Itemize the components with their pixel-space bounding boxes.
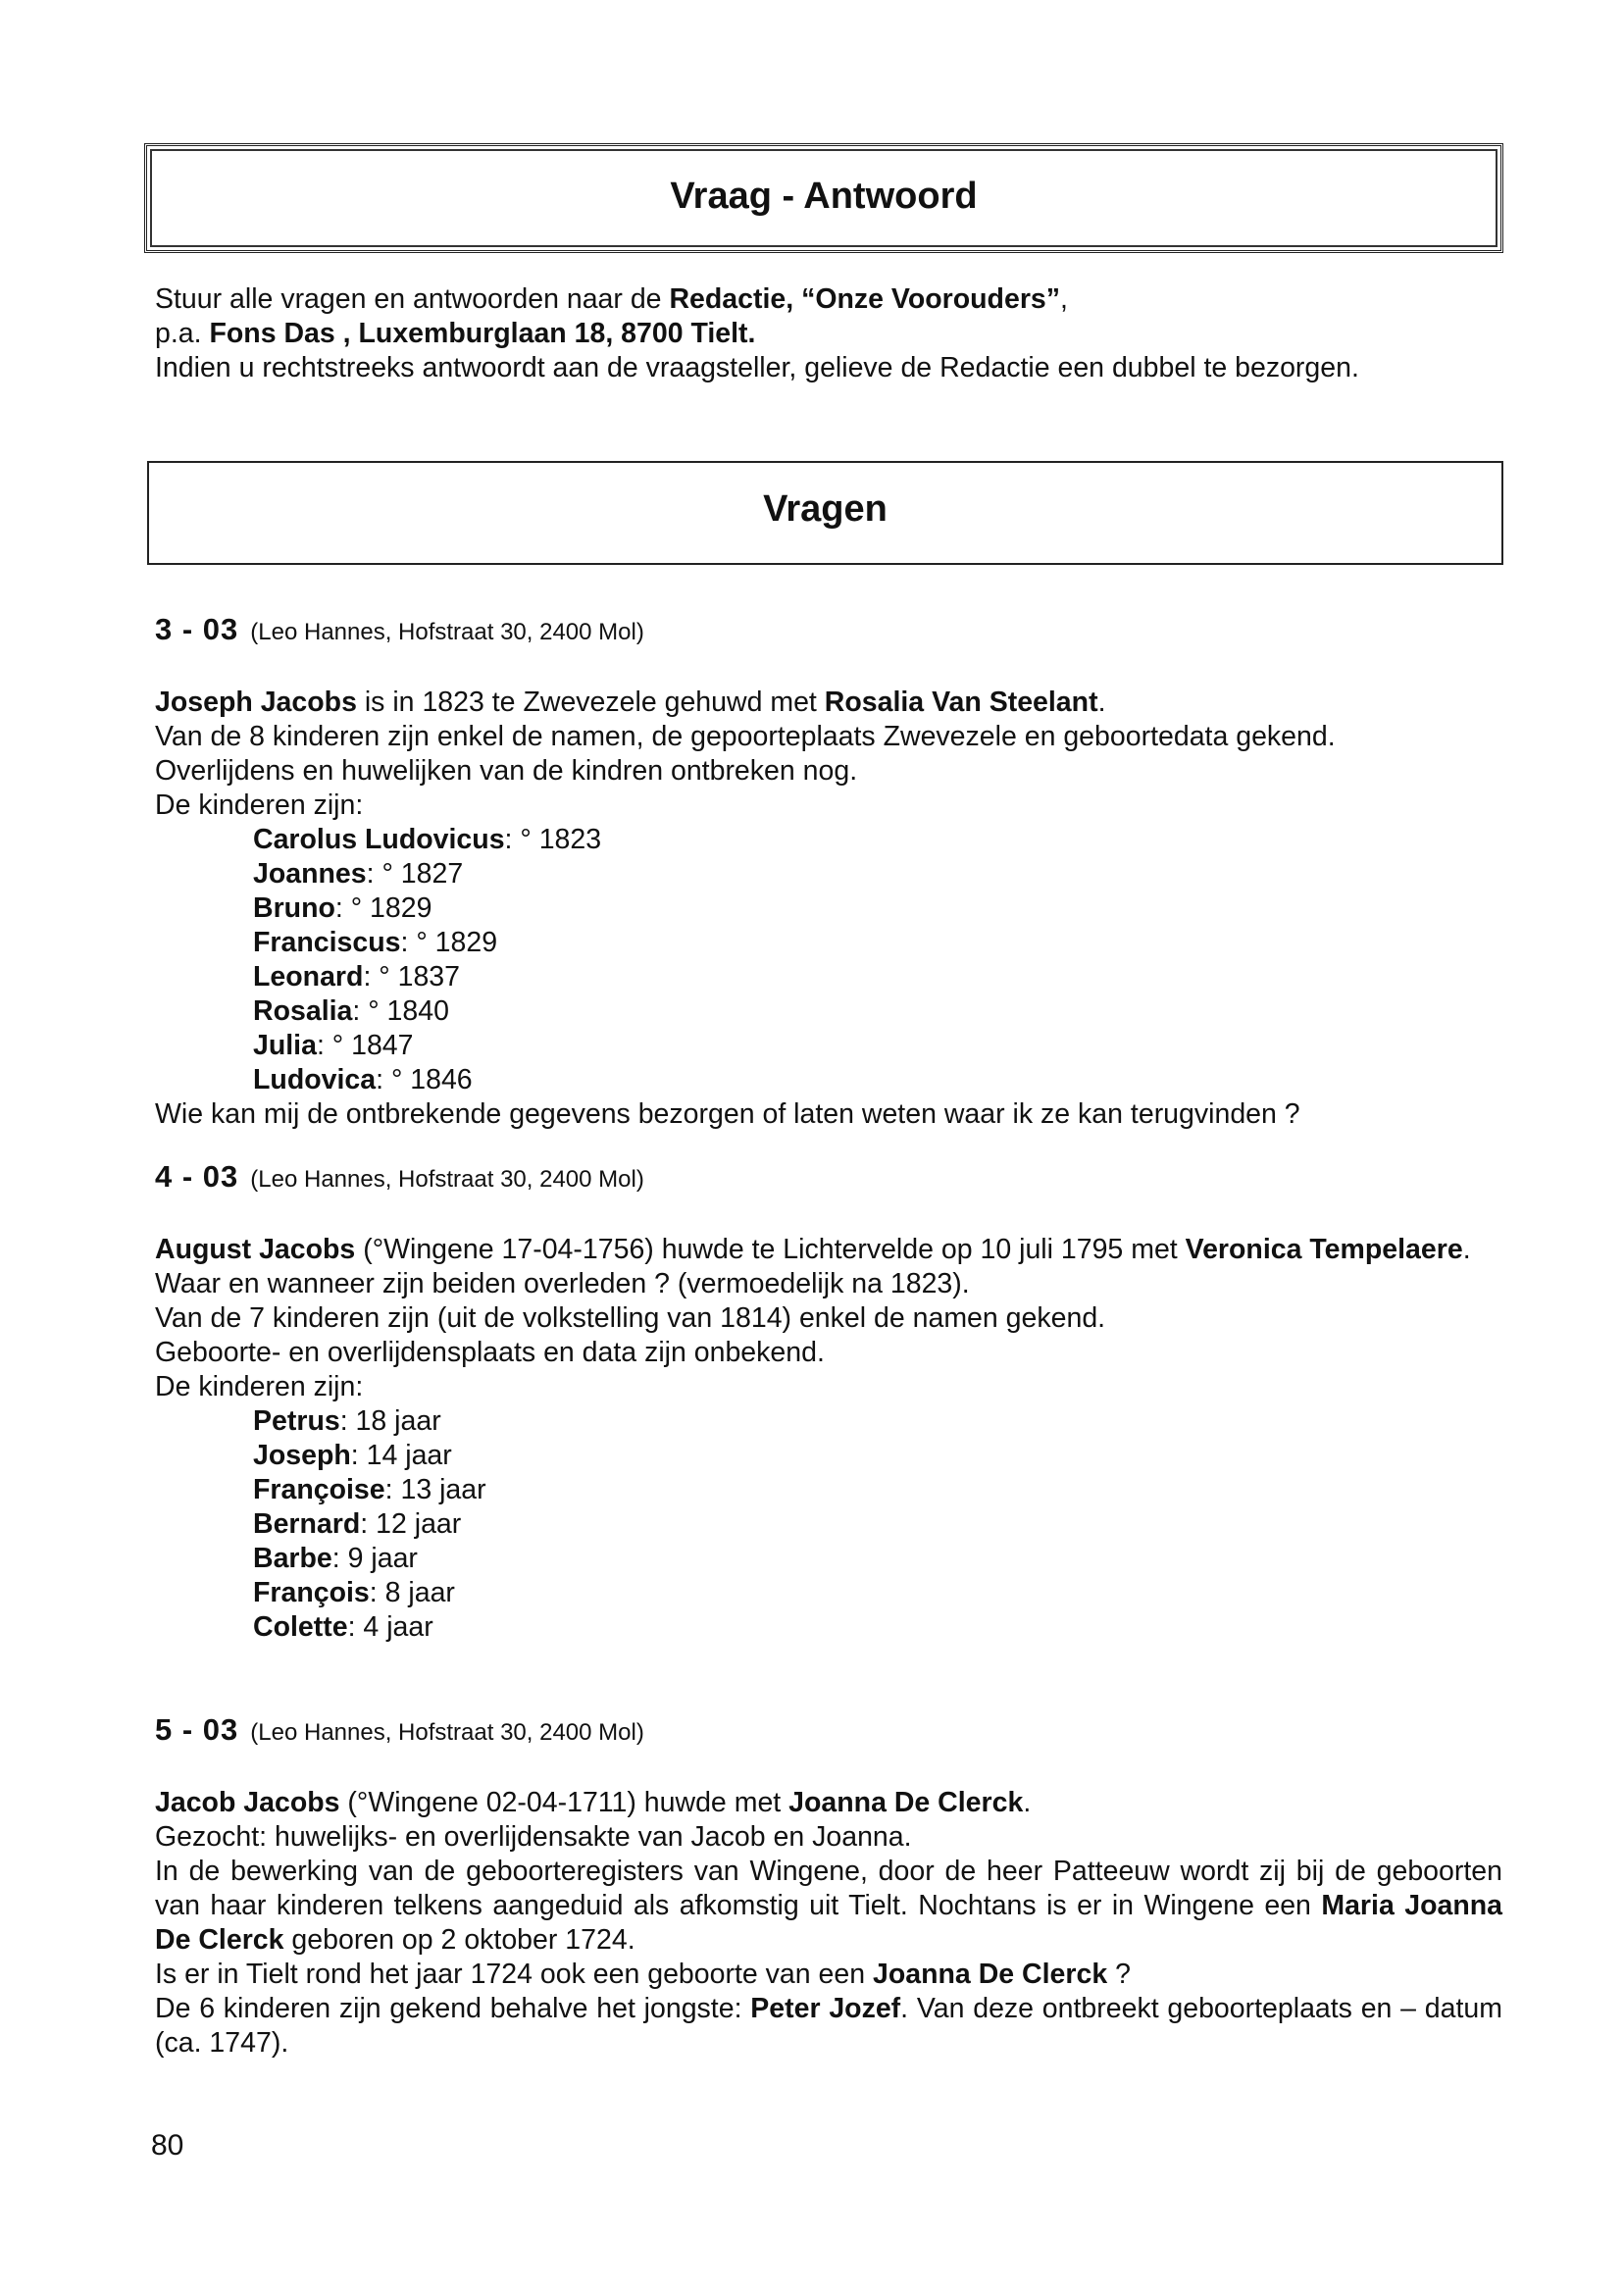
question-paragraph [155,1992,1502,2061]
child-name: Petrus [253,1405,340,1437]
intro-address: Fons Das , Luxemburglaan 18, 8700 Tielt. [209,318,756,349]
child-item [253,960,1502,994]
question-text: . [1462,1234,1471,1265]
child-item [253,1610,1502,1645]
intro-line-2 [155,317,1502,351]
question-text: In de bewerking van de geboorteregisters van Wingene, door de heer Patteeuw wordt zij bij de geboorten van haar kinderen telkens aangeduid als afkomstig uit Tielt. Nochtans is er in Wingene een [155,1856,1502,1921]
person-name: Rosalia Van Steelant [824,687,1098,718]
question-paragraph [155,1855,1502,1958]
children-list [253,1404,1502,1645]
header-box [144,143,1503,253]
child-info: : 12 jaar [360,1508,462,1540]
child-item [253,1576,1502,1610]
question-text: . [1023,1787,1032,1818]
question-text: Wie kan mij de ontbrekende gegevens bezorgen of laten weten waar ik ze kan terugvinden ? [155,1098,1300,1130]
child-info: : ° 1829 [334,892,432,924]
child-item [253,891,1502,926]
intro-redactie: Redactie, “Onze Voorouders” [669,283,1061,315]
child-item [253,1439,1502,1473]
question-address: (Leo Hannes, Hofstraat 30, 2400 Mol) [250,1166,644,1193]
children-list [253,823,1502,1097]
header-title: Vraag - Antwoord [670,176,978,217]
question-header [155,1712,1502,1750]
child-name: Rosalia [253,995,353,1027]
child-name: Bruno [253,892,335,924]
child-info: : 13 jaar [384,1474,486,1505]
question-number: 4 - 03 [155,1159,239,1194]
child-name: Carolus Ludovicus [253,824,505,855]
child-info: : 4 jaar [347,1611,433,1643]
question-paragraph [155,1958,1502,1992]
child-info: : ° 1840 [352,995,449,1027]
person-name: August Jacobs [155,1234,356,1265]
child-name: Ludovica [253,1064,377,1095]
question-number: 5 - 03 [155,1712,239,1747]
intro-text: p.a. [155,318,210,349]
child-info: : ° 1846 [376,1064,473,1095]
child-name: François [253,1577,370,1608]
question-text: Van de 7 kinderen zijn (uit de volkstelling van 1814) enkel de namen gekend. [155,1302,1106,1334]
child-name: Colette [253,1611,348,1643]
child-name: Leonard [253,961,364,993]
child-item [253,926,1502,960]
question-text: De 6 kinderen zijn gekend behalve het jongste: [155,1993,751,2024]
question-text: . Van deze ontbreekt geboorteplaats en – datum (ca. 1747). [155,1993,1502,2059]
question-text: (°Wingene 17-04-1756) huwde te Lichtervelde op 10 juli 1795 met [355,1234,1186,1265]
child-name: Julia [253,1030,317,1061]
question-text: Geboorte- en overlijdensplaats en data zijn onbekend. [155,1337,825,1368]
person-name: Veronica Tempelaere [1185,1234,1463,1265]
question-text: (°Wingene 02-04-1711) huwde met [339,1787,789,1818]
child-item [253,1404,1502,1439]
intro-block [155,282,1502,385]
section-title: Vragen [763,488,888,530]
question-header [155,1159,1502,1196]
child-item [253,1063,1502,1097]
child-item [253,857,1502,891]
question-header [155,612,1502,649]
question-address: (Leo Hannes, Hofstraat 30, 2400 Mol) [250,619,644,645]
question-text: Overlijdens en huwelijken van de kindren ontbreken nog. [155,755,858,787]
child-info: : ° 1837 [363,961,460,993]
question-text: is in 1823 te Zwevezele gehuwd met [356,687,825,718]
question-paragraph [155,686,1502,720]
child-item [253,994,1502,1029]
intro-line-3: Indien u rechtstreeks antwoordt aan de vraagsteller, gelieve de Redactie een dubbel te bezorgen. [155,352,1359,383]
question-text: Van de 8 kinderen zijn enkel de namen, de gepoorteplaats Zwevezele en geboortedata gekend. [155,721,1336,752]
child-info: : 18 jaar [339,1405,441,1437]
child-info: : ° 1823 [504,824,602,855]
child-info: : 9 jaar [331,1543,418,1574]
child-name: Franciscus [253,927,401,958]
question-paragraph [155,1233,1502,1267]
child-item [253,1029,1502,1063]
child-info: : 14 jaar [350,1440,452,1471]
intro-text: Stuur alle vragen en antwoorden naar de [155,283,670,315]
child-name: Joseph [253,1440,351,1471]
question-text: ? [1107,1959,1131,1990]
question-text: Gezocht: huwelijks- en overlijdensakte van Jacob en Joanna. [155,1821,912,1853]
person-name: Joanna De Clerck [788,1787,1024,1818]
child-item [253,1507,1502,1542]
question-number: 3 - 03 [155,612,239,646]
question-5-03 [155,1712,1502,2061]
child-info: : 8 jaar [369,1577,455,1608]
page-number: 80 [151,2129,184,2162]
person-name: Maria Joanna De Clerck [155,1890,1502,1956]
child-name: Joannes [253,858,367,890]
child-name: Françoise [253,1474,385,1505]
child-name: Bernard [253,1508,361,1540]
child-info: : ° 1829 [400,927,498,958]
question-text: geboren op 2 oktober 1724. [283,1924,635,1956]
child-info: : ° 1847 [316,1030,414,1061]
question-text: . [1097,687,1106,718]
intro-line-1 [155,282,1502,317]
child-item [253,823,1502,857]
section-box [147,461,1503,565]
question-text: Is er in Tielt rond het jaar 1724 ook een geboorte van een [155,1959,873,1990]
child-item [253,1473,1502,1507]
person-name: Joanna De Clerck [873,1959,1108,1990]
person-name: Joseph Jacobs [155,687,357,718]
child-info: : ° 1827 [366,858,464,890]
question-text: Waar en wanneer zijn beiden overleden ? (vermoedelijk na 1823). [155,1268,970,1299]
person-name: Jacob Jacobs [155,1787,340,1818]
question-4-03 [155,1159,1502,1645]
intro-text: , [1060,283,1068,315]
child-item [253,1542,1502,1576]
child-name: Barbe [253,1543,332,1574]
question-text: De kinderen zijn: [155,789,364,821]
person-name: Peter Jozef [750,1993,901,2024]
question-text: De kinderen zijn: [155,1371,364,1402]
question-3-03 [155,612,1502,1132]
question-address: (Leo Hannes, Hofstraat 30, 2400 Mol) [250,1719,644,1746]
question-paragraph [155,1786,1502,1820]
